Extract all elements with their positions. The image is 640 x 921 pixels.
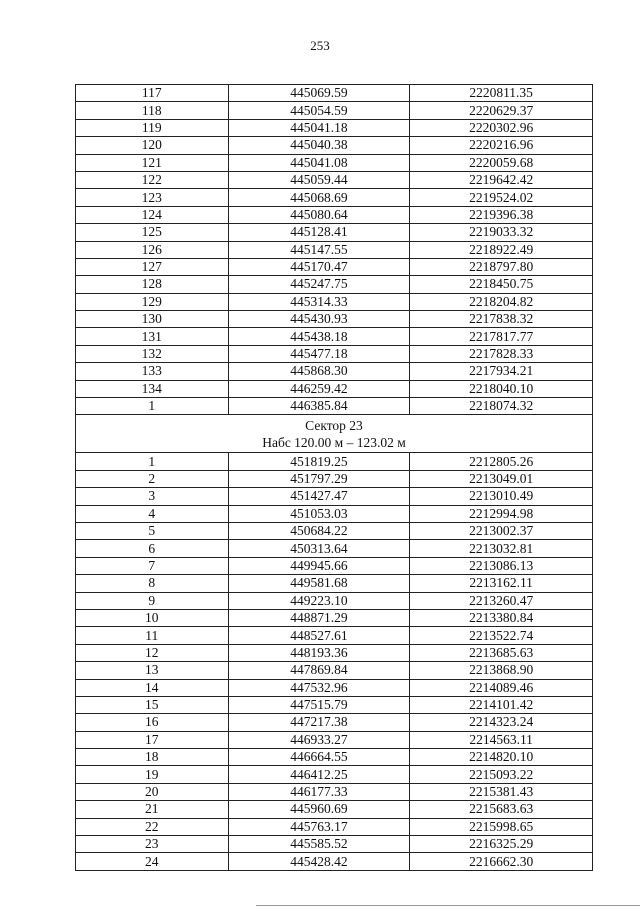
table-row bbox=[76, 696, 593, 713]
table-row bbox=[76, 258, 593, 275]
x-coordinate-cell: 445477.18 bbox=[228, 345, 410, 362]
table-row bbox=[76, 189, 593, 206]
y-coordinate-cell: 2213162.11 bbox=[410, 575, 593, 592]
point-number-cell: 3 bbox=[76, 488, 229, 505]
point-number-cell: 19 bbox=[76, 766, 229, 783]
table-row bbox=[76, 293, 593, 310]
y-coordinate-cell: 2213010.49 bbox=[410, 488, 593, 505]
x-coordinate-cell: 445430.93 bbox=[228, 311, 410, 328]
x-coordinate-cell: 445059.44 bbox=[228, 171, 410, 188]
table-row bbox=[76, 783, 593, 800]
y-coordinate-cell: 2215381.43 bbox=[410, 783, 593, 800]
point-number-cell: 20 bbox=[76, 783, 229, 800]
y-coordinate-cell: 2218074.32 bbox=[410, 398, 593, 415]
y-coordinate-cell: 2214820.10 bbox=[410, 749, 593, 766]
x-coordinate-cell: 449945.66 bbox=[228, 557, 410, 574]
x-coordinate-cell: 447869.84 bbox=[228, 662, 410, 679]
table-row bbox=[76, 206, 593, 223]
y-coordinate-cell: 2212994.98 bbox=[410, 505, 593, 522]
x-coordinate-cell: 446412.25 bbox=[228, 766, 410, 783]
y-coordinate-cell: 2213049.01 bbox=[410, 470, 593, 487]
table-row bbox=[76, 557, 593, 574]
section-title: Сектор 23 bbox=[305, 418, 363, 434]
table-row bbox=[76, 853, 593, 870]
y-coordinate-cell: 2218797.80 bbox=[410, 258, 593, 275]
x-coordinate-cell: 451797.29 bbox=[228, 470, 410, 487]
x-coordinate-cell: 450684.22 bbox=[228, 522, 410, 539]
point-number-cell: 123 bbox=[76, 189, 229, 206]
y-coordinate-cell: 2214101.42 bbox=[410, 696, 593, 713]
point-number-cell: 21 bbox=[76, 801, 229, 818]
y-coordinate-cell: 2218922.49 bbox=[410, 241, 593, 258]
point-number-cell: 5 bbox=[76, 522, 229, 539]
point-number-cell: 127 bbox=[76, 258, 229, 275]
y-coordinate-cell: 2219642.42 bbox=[410, 171, 593, 188]
x-coordinate-cell: 445147.55 bbox=[228, 241, 410, 258]
x-coordinate-cell: 448527.61 bbox=[228, 627, 410, 644]
table-row bbox=[76, 714, 593, 731]
bottom-rule bbox=[256, 905, 640, 906]
x-coordinate-cell: 446259.42 bbox=[228, 380, 410, 397]
point-number-cell: 125 bbox=[76, 224, 229, 241]
table-row bbox=[76, 224, 593, 241]
y-coordinate-cell: 2217828.33 bbox=[410, 345, 593, 362]
x-coordinate-cell: 450313.64 bbox=[228, 540, 410, 557]
x-coordinate-cell: 451819.25 bbox=[228, 453, 410, 470]
point-number-cell: 126 bbox=[76, 241, 229, 258]
table-row bbox=[76, 241, 593, 258]
point-number-cell: 118 bbox=[76, 102, 229, 119]
x-coordinate-cell: 445247.75 bbox=[228, 276, 410, 293]
y-coordinate-cell: 2220302.96 bbox=[410, 119, 593, 136]
point-number-cell: 6 bbox=[76, 540, 229, 557]
table-row bbox=[76, 540, 593, 557]
y-coordinate-cell: 2213685.63 bbox=[410, 644, 593, 661]
x-coordinate-cell: 445128.41 bbox=[228, 224, 410, 241]
point-number-cell: 132 bbox=[76, 345, 229, 362]
x-coordinate-cell: 445068.69 bbox=[228, 189, 410, 206]
x-coordinate-cell: 445080.64 bbox=[228, 206, 410, 223]
y-coordinate-cell: 2214323.24 bbox=[410, 714, 593, 731]
point-number-cell: 14 bbox=[76, 679, 229, 696]
y-coordinate-cell: 2216325.29 bbox=[410, 836, 593, 853]
point-number-cell: 18 bbox=[76, 749, 229, 766]
section-header-row bbox=[76, 415, 593, 453]
point-number-cell: 122 bbox=[76, 171, 229, 188]
section-header-group bbox=[76, 415, 593, 453]
y-coordinate-cell: 2213260.47 bbox=[410, 592, 593, 609]
table-row bbox=[76, 276, 593, 293]
y-coordinate-cell: 2220811.35 bbox=[410, 85, 593, 102]
y-coordinate-cell: 2220216.96 bbox=[410, 137, 593, 154]
y-coordinate-cell: 2213002.37 bbox=[410, 522, 593, 539]
point-number-cell: 1 bbox=[76, 453, 229, 470]
point-number-cell: 16 bbox=[76, 714, 229, 731]
y-coordinate-cell: 2218450.75 bbox=[410, 276, 593, 293]
table-row bbox=[76, 345, 593, 362]
x-coordinate-cell: 445041.18 bbox=[228, 119, 410, 136]
y-coordinate-cell: 2219524.02 bbox=[410, 189, 593, 206]
y-coordinate-cell: 2218040.10 bbox=[410, 380, 593, 397]
point-number-cell: 128 bbox=[76, 276, 229, 293]
x-coordinate-cell: 446385.84 bbox=[228, 398, 410, 415]
y-coordinate-cell: 2217817.77 bbox=[410, 328, 593, 345]
table-row bbox=[76, 488, 593, 505]
point-number-cell: 120 bbox=[76, 137, 229, 154]
x-coordinate-cell: 449581.68 bbox=[228, 575, 410, 592]
coordinates-table bbox=[75, 84, 593, 871]
y-coordinate-cell: 2213868.90 bbox=[410, 662, 593, 679]
table-row bbox=[76, 679, 593, 696]
point-number-cell: 134 bbox=[76, 380, 229, 397]
table-row bbox=[76, 311, 593, 328]
x-coordinate-cell: 445438.18 bbox=[228, 328, 410, 345]
x-coordinate-cell: 448193.36 bbox=[228, 644, 410, 661]
x-coordinate-cell: 445763.17 bbox=[228, 818, 410, 835]
table-row bbox=[76, 119, 593, 136]
point-number-cell: 1 bbox=[76, 398, 229, 415]
x-coordinate-cell: 447217.38 bbox=[228, 714, 410, 731]
y-coordinate-cell: 2215093.22 bbox=[410, 766, 593, 783]
x-coordinate-cell: 445054.59 bbox=[228, 102, 410, 119]
x-coordinate-cell: 445069.59 bbox=[228, 85, 410, 102]
section-header bbox=[76, 415, 593, 453]
table-row bbox=[76, 102, 593, 119]
table-row bbox=[76, 363, 593, 380]
table-row bbox=[76, 575, 593, 592]
y-coordinate-cell: 2220629.37 bbox=[410, 102, 593, 119]
point-number-cell: 121 bbox=[76, 154, 229, 171]
y-coordinate-cell: 2213380.84 bbox=[410, 609, 593, 626]
y-coordinate-cell: 2214563.11 bbox=[410, 731, 593, 748]
point-number-cell: 7 bbox=[76, 557, 229, 574]
point-number-cell: 15 bbox=[76, 696, 229, 713]
table-row bbox=[76, 470, 593, 487]
x-coordinate-cell: 445868.30 bbox=[228, 363, 410, 380]
point-number-cell: 4 bbox=[76, 505, 229, 522]
x-coordinate-cell: 446933.27 bbox=[228, 731, 410, 748]
x-coordinate-cell: 447532.96 bbox=[228, 679, 410, 696]
point-number-cell: 124 bbox=[76, 206, 229, 223]
point-number-cell: 11 bbox=[76, 627, 229, 644]
table-row bbox=[76, 154, 593, 171]
y-coordinate-cell: 2214089.46 bbox=[410, 679, 593, 696]
x-coordinate-cell: 448871.29 bbox=[228, 609, 410, 626]
rows-after-section bbox=[76, 453, 593, 870]
x-coordinate-cell: 446177.33 bbox=[228, 783, 410, 800]
table-row bbox=[76, 453, 593, 470]
point-number-cell: 131 bbox=[76, 328, 229, 345]
point-number-cell: 17 bbox=[76, 731, 229, 748]
point-number-cell: 9 bbox=[76, 592, 229, 609]
table-row bbox=[76, 505, 593, 522]
table-row bbox=[76, 644, 593, 661]
table-row bbox=[76, 731, 593, 748]
point-number-cell: 129 bbox=[76, 293, 229, 310]
y-coordinate-cell: 2217838.32 bbox=[410, 311, 593, 328]
table-row bbox=[76, 380, 593, 397]
y-coordinate-cell: 2219396.38 bbox=[410, 206, 593, 223]
section-subtitle: Нaбс 120.00 м – 123.02 м bbox=[262, 435, 406, 451]
page-number: 253 bbox=[310, 38, 330, 53]
table-row bbox=[76, 171, 593, 188]
table-row bbox=[76, 836, 593, 853]
point-number-cell: 2 bbox=[76, 470, 229, 487]
table-row bbox=[76, 592, 593, 609]
point-number-cell: 119 bbox=[76, 119, 229, 136]
y-coordinate-cell: 2215683.63 bbox=[410, 801, 593, 818]
x-coordinate-cell: 445170.47 bbox=[228, 258, 410, 275]
y-coordinate-cell: 2212805.26 bbox=[410, 453, 593, 470]
table-row bbox=[76, 522, 593, 539]
point-number-cell: 8 bbox=[76, 575, 229, 592]
table-row bbox=[76, 818, 593, 835]
table-row bbox=[76, 766, 593, 783]
x-coordinate-cell: 445314.33 bbox=[228, 293, 410, 310]
y-coordinate-cell: 2219033.32 bbox=[410, 224, 593, 241]
table-row bbox=[76, 627, 593, 644]
table-row bbox=[76, 662, 593, 679]
y-coordinate-cell: 2213086.13 bbox=[410, 557, 593, 574]
point-number-cell: 10 bbox=[76, 609, 229, 626]
y-coordinate-cell: 2217934.21 bbox=[410, 363, 593, 380]
table-row bbox=[76, 398, 593, 415]
y-coordinate-cell: 2218204.82 bbox=[410, 293, 593, 310]
table-row bbox=[76, 85, 593, 102]
x-coordinate-cell: 445040.38 bbox=[228, 137, 410, 154]
x-coordinate-cell: 447515.79 bbox=[228, 696, 410, 713]
x-coordinate-cell: 451053.03 bbox=[228, 505, 410, 522]
point-number-cell: 117 bbox=[76, 85, 229, 102]
point-number-cell: 12 bbox=[76, 644, 229, 661]
table-row bbox=[76, 801, 593, 818]
table-row bbox=[76, 749, 593, 766]
point-number-cell: 130 bbox=[76, 311, 229, 328]
x-coordinate-cell: 445960.69 bbox=[228, 801, 410, 818]
x-coordinate-cell: 449223.10 bbox=[228, 592, 410, 609]
point-number-cell: 13 bbox=[76, 662, 229, 679]
x-coordinate-cell: 445041.08 bbox=[228, 154, 410, 171]
x-coordinate-cell: 445428.42 bbox=[228, 853, 410, 870]
y-coordinate-cell: 2213032.81 bbox=[410, 540, 593, 557]
table-row bbox=[76, 609, 593, 626]
point-number-cell: 24 bbox=[76, 853, 229, 870]
point-number-cell: 133 bbox=[76, 363, 229, 380]
y-coordinate-cell: 2215998.65 bbox=[410, 818, 593, 835]
point-number-cell: 22 bbox=[76, 818, 229, 835]
table-row bbox=[76, 137, 593, 154]
y-coordinate-cell: 2213522.74 bbox=[410, 627, 593, 644]
x-coordinate-cell: 451427.47 bbox=[228, 488, 410, 505]
y-coordinate-cell: 2220059.68 bbox=[410, 154, 593, 171]
x-coordinate-cell: 445585.52 bbox=[228, 836, 410, 853]
point-number-cell: 23 bbox=[76, 836, 229, 853]
y-coordinate-cell: 2216662.30 bbox=[410, 853, 593, 870]
x-coordinate-cell: 446664.55 bbox=[228, 749, 410, 766]
rows-before-section bbox=[76, 85, 593, 415]
table-row bbox=[76, 328, 593, 345]
